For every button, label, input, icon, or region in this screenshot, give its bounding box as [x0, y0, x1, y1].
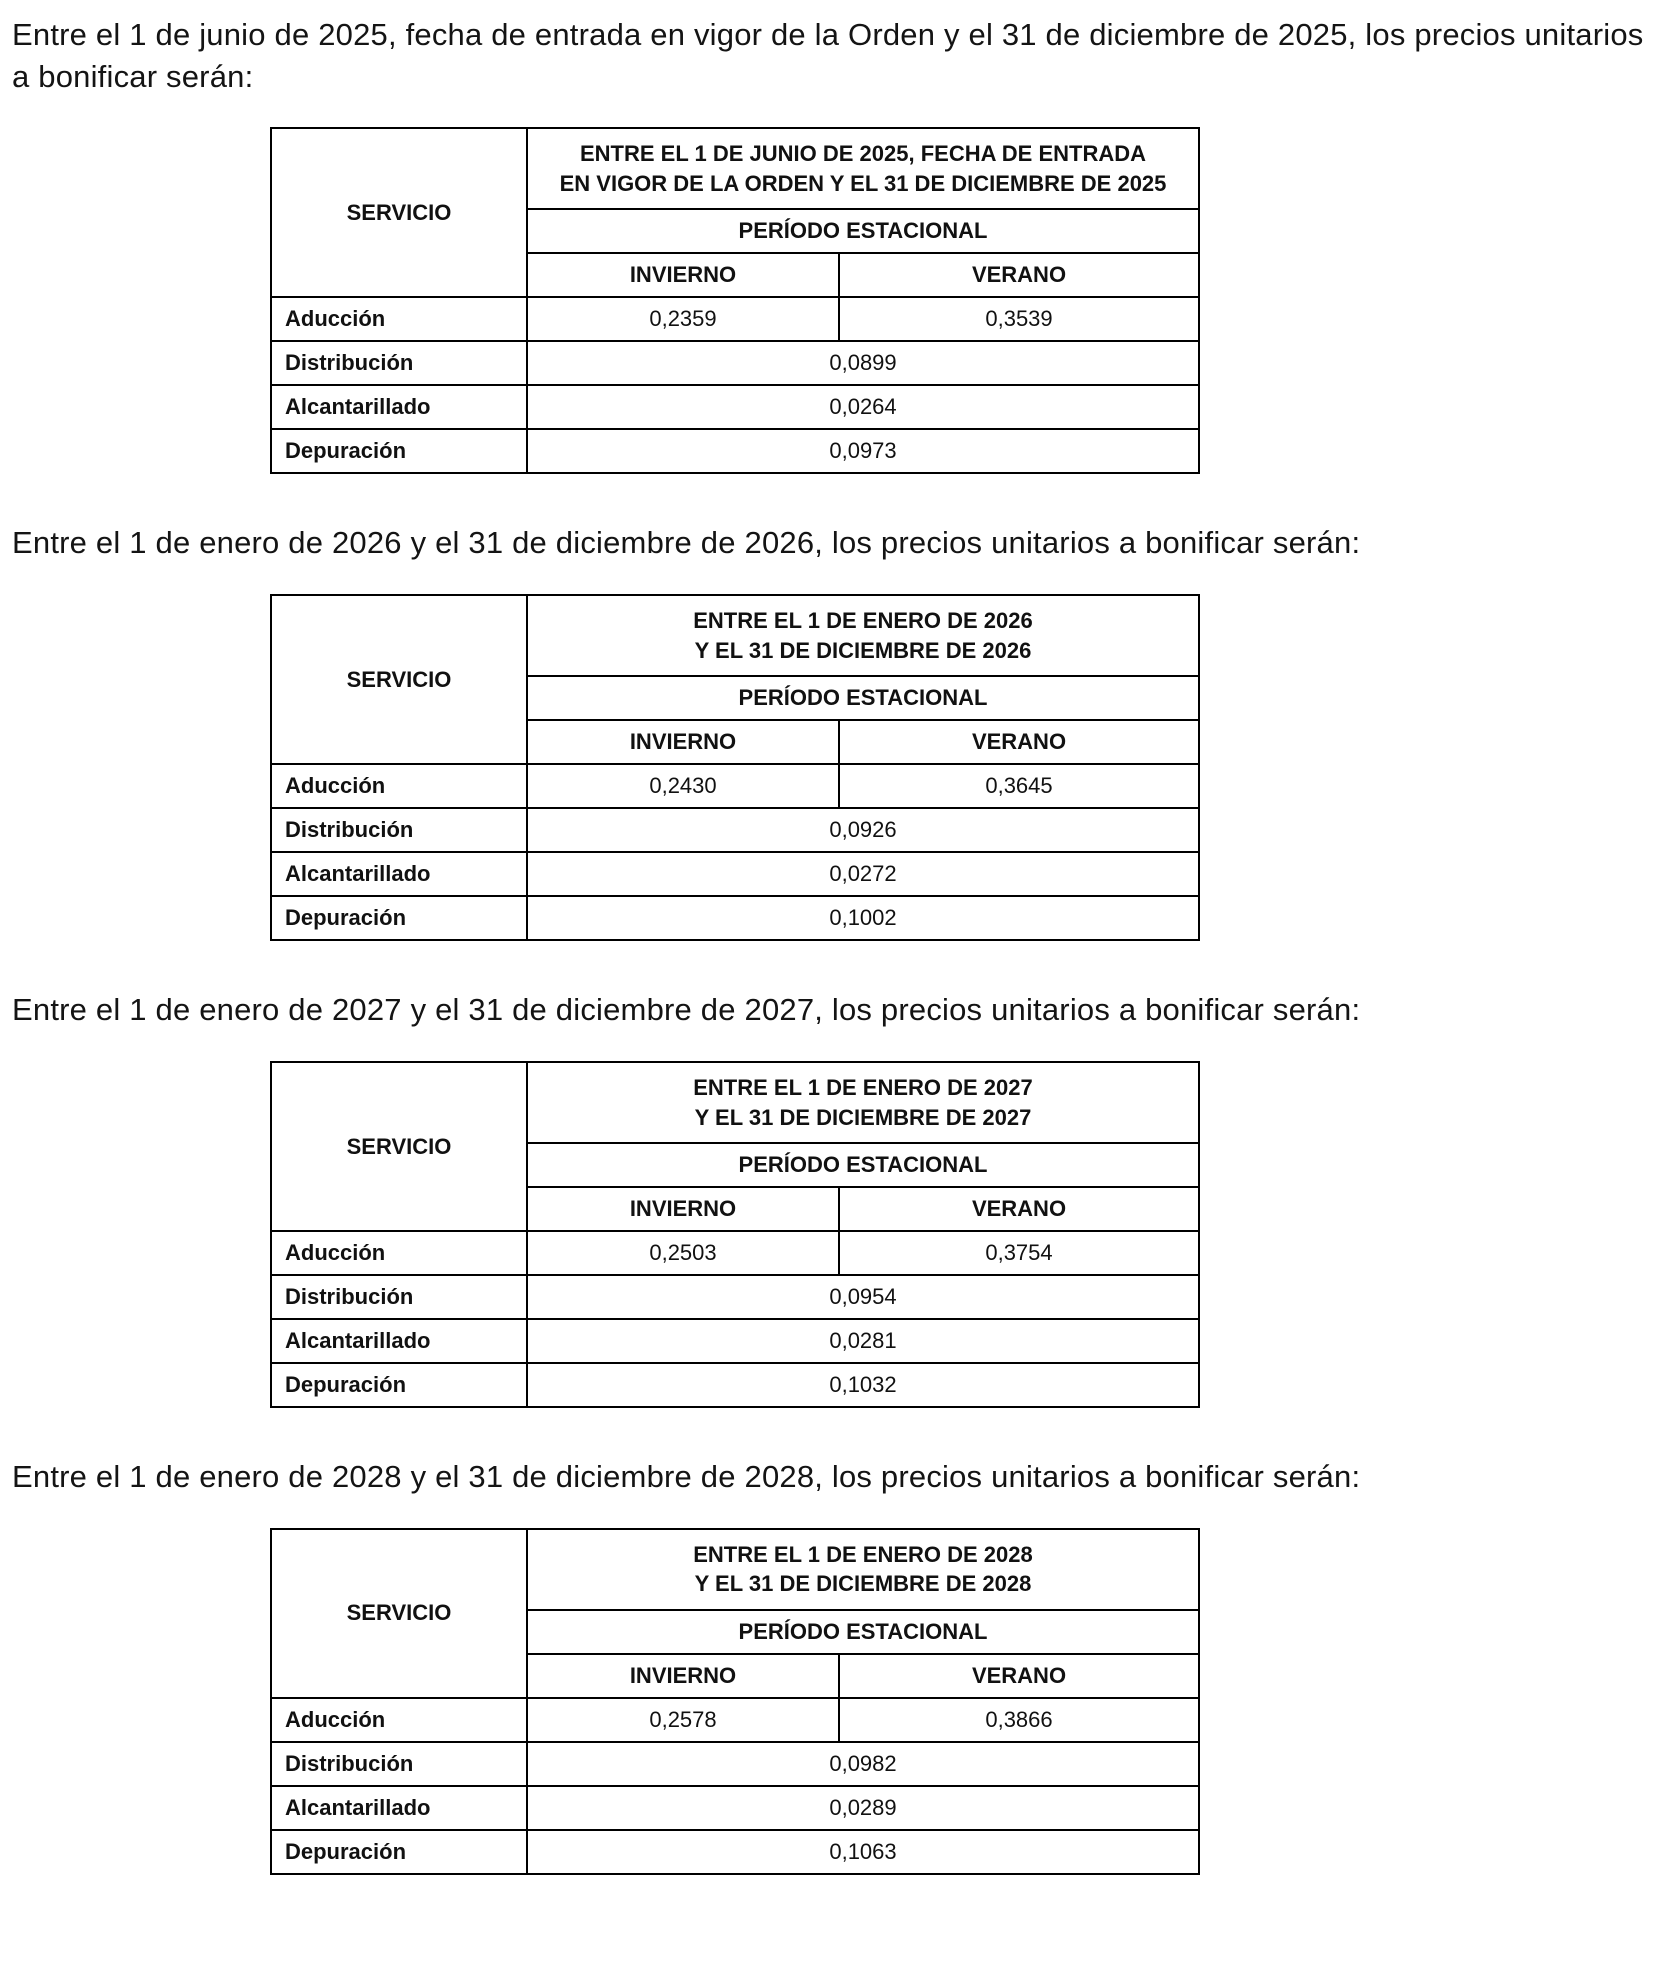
table-row-depuracion	[271, 1363, 1199, 1407]
price-value: 0,0281	[527, 1319, 1199, 1363]
price-value-verano: 0,3539	[839, 297, 1199, 341]
price-value: 0,0899	[527, 341, 1199, 385]
price-value-verano: 0,3754	[839, 1231, 1199, 1275]
section-2026	[12, 522, 1668, 941]
price-value: 0,1032	[527, 1363, 1199, 1407]
table-row-depuracion	[271, 1830, 1199, 1874]
intro-paragraph: Entre el 1 de junio de 2025, fecha de entrada en vigor de la Orden y el 31 de diciembre de 2025, los precios unitarios a bonificar serán:	[12, 17, 1644, 94]
invierno-column-header: INVIERNO	[527, 720, 839, 764]
price-value: 0,0973	[527, 429, 1199, 473]
price-value-invierno: 0,2503	[527, 1231, 839, 1275]
service-label: Depuración	[271, 1363, 527, 1407]
table-row-period-header	[271, 1062, 1199, 1143]
invierno-column-header: INVIERNO	[527, 1187, 839, 1231]
verano-column-header: VERANO	[839, 1654, 1199, 1698]
servicio-header-cell: SERVICIO	[271, 595, 527, 764]
verano-column-header: VERANO	[839, 1187, 1199, 1231]
verano-column-header: VERANO	[839, 253, 1199, 297]
estacional-header-cell: PERÍODO ESTACIONAL	[527, 1143, 1199, 1187]
period-range-header-cell	[527, 128, 1199, 209]
invierno-column-header: INVIERNO	[527, 253, 839, 297]
period-line-2: Y EL 31 DE DICIEMBRE DE 2028	[694, 1571, 1032, 1597]
price-value: 0,1002	[527, 896, 1199, 940]
service-label: Distribución	[271, 1275, 527, 1319]
price-value-invierno: 0,2430	[527, 764, 839, 808]
price-table-2025	[270, 127, 1200, 474]
price-value: 0,0982	[527, 1742, 1199, 1786]
invierno-column-header: INVIERNO	[527, 1654, 839, 1698]
period-line-1: ENTRE EL 1 DE ENERO DE 2026	[693, 607, 1033, 633]
price-value: 0,0926	[527, 808, 1199, 852]
table-row-aduccion	[271, 1698, 1199, 1742]
section-2027	[12, 989, 1668, 1408]
service-label: Alcantarillado	[271, 852, 527, 896]
table-row-alcantarillado	[271, 1319, 1199, 1363]
price-value: 0,1063	[527, 1830, 1199, 1874]
servicio-header-cell: SERVICIO	[271, 1529, 527, 1698]
service-label: Aducción	[271, 764, 527, 808]
estacional-header-cell: PERÍODO ESTACIONAL	[527, 1610, 1199, 1654]
service-label: Depuración	[271, 429, 527, 473]
price-value: 0,0954	[527, 1275, 1199, 1319]
service-label: Distribución	[271, 808, 527, 852]
service-label: Distribución	[271, 1742, 527, 1786]
price-value: 0,0289	[527, 1786, 1199, 1830]
table-row-alcantarillado	[271, 1786, 1199, 1830]
period-line-2: EN VIGOR DE LA ORDEN Y EL 31 DE DICIEMBRE DE 2025	[559, 170, 1167, 196]
table-row-distribucion	[271, 1742, 1199, 1786]
service-label: Alcantarillado	[271, 1319, 527, 1363]
price-value: 0,0264	[527, 385, 1199, 429]
servicio-header-cell: SERVICIO	[271, 128, 527, 297]
table-row-aduccion	[271, 1231, 1199, 1275]
price-table-2027	[270, 1061, 1200, 1408]
period-range-header-cell	[527, 1529, 1199, 1610]
table-row-period-header	[271, 595, 1199, 676]
price-value-verano: 0,3645	[839, 764, 1199, 808]
service-label: Aducción	[271, 1698, 527, 1742]
table-row-distribucion	[271, 1275, 1199, 1319]
service-label: Aducción	[271, 297, 527, 341]
verano-column-header: VERANO	[839, 720, 1199, 764]
estacional-header-cell: PERÍODO ESTACIONAL	[527, 676, 1199, 720]
service-label: Aducción	[271, 1231, 527, 1275]
price-value: 0,0272	[527, 852, 1199, 896]
table-row-period-header	[271, 1529, 1199, 1610]
table-row-distribucion	[271, 808, 1199, 852]
table-row-period-header	[271, 128, 1199, 209]
period-range-header-cell	[527, 595, 1199, 676]
table-row-depuracion	[271, 896, 1199, 940]
service-label: Distribución	[271, 341, 527, 385]
period-line-1: ENTRE EL 1 DE ENERO DE 2027	[693, 1074, 1033, 1100]
table-row-aduccion	[271, 297, 1199, 341]
estacional-header-cell: PERÍODO ESTACIONAL	[527, 209, 1199, 253]
section-2028	[12, 1456, 1668, 1875]
period-range-header-cell	[527, 1062, 1199, 1143]
period-line-1: ENTRE EL 1 DE JUNIO DE 2025, FECHA DE ENTRADA	[580, 141, 1147, 167]
servicio-header-cell: SERVICIO	[271, 1062, 527, 1231]
service-label: Alcantarillado	[271, 1786, 527, 1830]
price-value-verano: 0,3866	[839, 1698, 1199, 1742]
service-label: Depuración	[271, 896, 527, 940]
service-label: Depuración	[271, 1830, 527, 1874]
table-row-alcantarillado	[271, 385, 1199, 429]
service-label: Alcantarillado	[271, 385, 527, 429]
table-row-depuracion	[271, 429, 1199, 473]
price-table-2026	[270, 594, 1200, 941]
section-2025	[12, 14, 1668, 474]
price-value-invierno: 0,2578	[527, 1698, 839, 1742]
period-line-2: Y EL 31 DE DICIEMBRE DE 2027	[694, 1104, 1032, 1130]
intro-paragraph: Entre el 1 de enero de 2028 y el 31 de diciembre de 2028, los precios unitarios a bonificar serán:	[12, 1459, 1361, 1495]
intro-paragraph: Entre el 1 de enero de 2026 y el 31 de diciembre de 2026, los precios unitarios a bonificar serán:	[12, 525, 1361, 561]
intro-paragraph: Entre el 1 de enero de 2027 y el 31 de diciembre de 2027, los precios unitarios a bonificar serán:	[12, 992, 1361, 1028]
period-line-1: ENTRE EL 1 DE ENERO DE 2028	[693, 1541, 1033, 1567]
table-row-aduccion	[271, 764, 1199, 808]
price-value-invierno: 0,2359	[527, 297, 839, 341]
table-row-alcantarillado	[271, 852, 1199, 896]
period-line-2: Y EL 31 DE DICIEMBRE DE 2026	[694, 637, 1032, 663]
price-table-2028	[270, 1528, 1200, 1875]
table-row-distribucion	[271, 341, 1199, 385]
